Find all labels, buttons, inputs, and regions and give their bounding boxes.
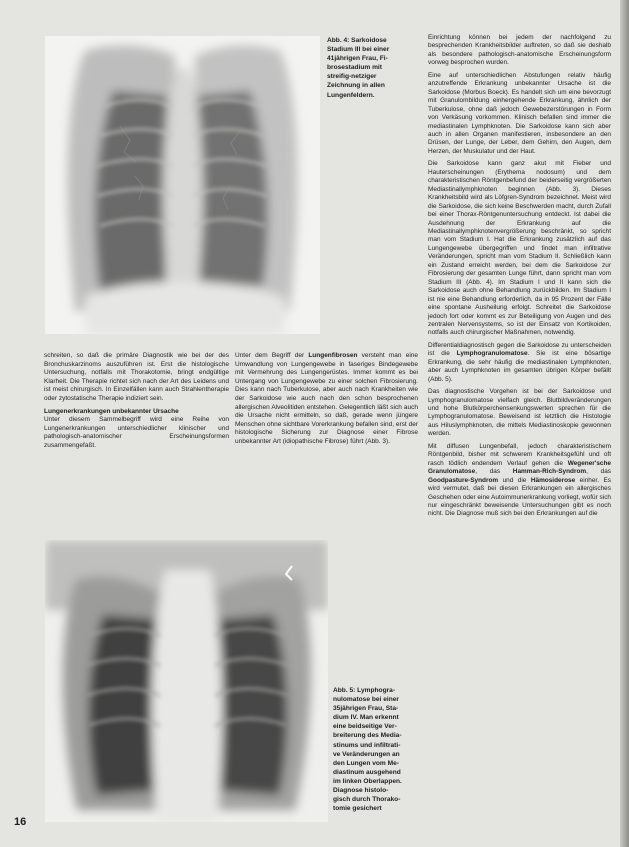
- text-run: einher. Es wird vermutet, daß bei diesen Erkrankungen ein allergisches Geschehen oder eine Autoimmunerkrankung vorliegt, wofür sich nur eingeschränkt beweisende Untersuchungen gibt es noch nicht. Die Diagnose muß sich bei den Erkrankungen auf die: [428, 476, 611, 518]
- paragraph: [428, 342, 611, 384]
- text-run: und die: [498, 476, 531, 484]
- figure-4-caption: [327, 36, 417, 100]
- caption-line: brosestadium mit: [327, 64, 382, 72]
- paragraph: Einrichtung können bei jedem der nachfolgend zu besprechenden Krankheitsbilder auftreten, so daß sie deshalb als besondere pathologisch-anatomische Erscheinungsform vorweg besprochen wurden.: [428, 34, 611, 67]
- figure-5-caption: [333, 686, 421, 813]
- bold-term: Lungenfibrosen: [308, 352, 358, 359]
- caption-line: den Lungen vom Me-: [333, 759, 399, 767]
- paragraph: Die Sarkoidose kann ganz akut mit Fieber und Hauterscheinungen (Erythema nodosum) und dem charakteristischen Röntgenbefund der beiderseitig vergrößerten Mediastinallymphknoten beginnen (Abb. 3). Dieses Krankheitsbild wird als Löfgren-Syndrom bezeichnet. Meist wird die Sarkoidose, die sich keine Beschwerden macht, durch Zufall bei einer Thorax-Röntgenuntersuchung entdeckt. Ist dabei die Ausdehnung der Erkrankung auf die Mediastinallymphknotenvergrößerung beschränkt, so spricht man vom Stadium I. Hat die Erkrankung zusätzlich auf das Lungengewebe übergegriffen und findet man infiltrative Veränderungen, spricht man vom Stadium II. Schließlich kann ein Zustand erreicht werden, bei dem die Sarkoidose zur Fibrosierung der gesamten Lunge führt, dann spricht man vom Stadium III (Abb. 4). Im Stadium I und II kann sich die Sarkoidose auch ohne Behandlung zurückbilden. Im Stadium I ist nie eine Behandlung erforderlich, da in 95 Prozent der Fälle eine spontane Ausheilung erfolgt. Schreitet die Sarkoidose jedoch fort oder kommt es zur Beteiligung von Augen und des zentralen Nervensystems, so ist der Einsatz von Kortikoiden, notfalls auch chirurgischer Maßnahmen, notwendig.: [428, 160, 611, 337]
- caption-line: dium IV. Man erkennt: [333, 714, 399, 722]
- bold-term: Hamman-Rich-Syndrom: [512, 468, 587, 476]
- paragraph: Unter diesem Sammelbegriff wird eine Reihe von Lungenerkrankungen unterschiedlicher klinischer und pathologisch-anatomischer Erscheinungsformen zusammengefaßt.: [44, 416, 229, 449]
- left-text-column: [44, 352, 229, 455]
- caption-line: ve Veränderungen an: [333, 750, 400, 758]
- text-run: , das: [586, 468, 611, 476]
- text-run: Differentialdiagnostisch gegen die Sarkoidose zu unterscheiden ist die: [428, 341, 611, 358]
- page-number: 16: [14, 816, 27, 828]
- caption-line: tomie gesichert: [333, 805, 382, 813]
- caption-line: nulomatose bei einer: [333, 696, 399, 704]
- bold-term: Hämosiderose: [530, 476, 576, 484]
- caption-line: gisch durch Thorako-: [333, 796, 401, 804]
- caption-line: streifig-netziger: [327, 73, 377, 81]
- xray-figure-5: [45, 540, 328, 822]
- caption-line: 35jährigen Frau, Sta-: [333, 705, 399, 713]
- paragraph: Das diagnostische Vorgehen ist bei der Sarkoidose und Lymphogranulomatose vielfach gleich. Blutbildveränderungen und hohe Blutkörperchensenkungswerten sprechen für die Lymphogranulomatose. Beweisend ist letztlich die Histologie aus Hiluslymphknoten, die mittels Mediastinoskopie gewonnen werden.: [428, 388, 611, 438]
- text-run: Mit diffusen Lungenbefall, jedoch charakteristischem Röntgenbild, bisher mit schwerem Krankheitsgefühl und oft rasch tödlich endendem Verlauf gehen die: [428, 442, 611, 467]
- book-spine-shadow: [620, 0, 629, 847]
- text-run: versteht man eine Umwandlung von Lungengewebe in faseriges Bindegewebe mit Vermehrung des Lungengerüstes. Immer kommt es bei Untergang von Lungengewebe zu einer solchen Fibrosierung. Dies kann nach Tuberkulose, aber auch nach Krankheiten wie der Sarkoidose wie auch nach den schon besprochenen allergischen Alveolitiden entstehen. Gelegentlich läßt sich auch die Ursache nicht ermitteln, so daß, gerade wenn jüngere Menschen ohne sichtbare Vorerkrankung befallen sind, erst der histologische Sicherung zur Diagnose einer Fibrose unbekannter Art (idiopathische Fibrose) führt (Abb. 3).: [235, 352, 418, 445]
- middle-text-column: [235, 352, 418, 451]
- bold-term: Goodpasture-Syndrom: [428, 476, 499, 484]
- caption-line: im linken Oberlappen.: [333, 777, 402, 785]
- caption-line: Lungenfeldern.: [327, 91, 375, 99]
- text-run: Unter dem Begriff der: [235, 352, 309, 359]
- paragraph: [235, 352, 418, 447]
- paragraph: [428, 443, 611, 519]
- caption-line: breiterung des Media-: [333, 732, 402, 740]
- text-run: , das: [475, 468, 513, 476]
- caption-line: eine beidseitige Ver-: [333, 723, 397, 731]
- bold-term: Lymphogranulomatose: [456, 350, 528, 358]
- caption-line: Stadium III bei einer: [327, 46, 390, 54]
- caption-line: Abb. 5: Lymphogra-: [333, 687, 396, 694]
- section-heading: Lungenerkrankungen unbekannter Ursache: [44, 407, 179, 415]
- caption-line: Zeichnung in allen: [327, 82, 385, 90]
- caption-line: Diagnose histolo-: [333, 787, 389, 795]
- paragraph: Eine auf unterschiedlichen Abstufungen relativ häufig anzutreffende Erkrankung unbekannter Ursache ist die Sarkoidose (Morbus Boeck). Es handelt sich um eine bevorzugt mit Granulombildung einhergehende Erkrankung, ähnlich der Tuberkulose, ohne daß jedoch Gewebezerstörungen in Form von Verkäsung vorkommen. Klinisch befallen sind immer die mediastinalen Lymphknoten. Die Sarkoidose kann sich aber auch in allen Organen manifestieren, insbesondere an den Drüsen, der Lunge, der Leber, dem Gehirn, den Augen, dem Herzen, der Muskulatur und der Haut.: [428, 71, 611, 155]
- paragraph: schreiten, so daß die primäre Diagnostik wie bei der des Bronchuskarzinoms auszuführen ist. Erst die histologische Untersuchung, notfalls mit Thorakotomie, bringt endgültige Klarheit. Die Therapie richtet sich nach der Art des Leidens und ist meist chirurgisch. In Einzelfällen kann auch Strahlentherapie oder zytostatische Therapie indiziert sein.: [44, 352, 229, 402]
- caption-line: 41jährigen Frau, Fi-: [327, 55, 388, 63]
- caption-line: Abb. 4: Sarkoidose: [327, 37, 387, 44]
- caption-line: diastinum ausgehend: [333, 768, 401, 776]
- right-text-column: [428, 34, 611, 523]
- text-run: . Sie ist eine bösartige Erkrankung, die sehr häufig die mediastinalen Lymphknoten, aber auch Lymphknoten im gesamten übrigen Körper befällt (Abb. 5).: [428, 350, 611, 383]
- caption-line: stinums und infiltrati-: [333, 741, 401, 749]
- xray-figure-4: [45, 36, 320, 334]
- bold-term: Wegener'sche Granulomatose: [428, 459, 611, 476]
